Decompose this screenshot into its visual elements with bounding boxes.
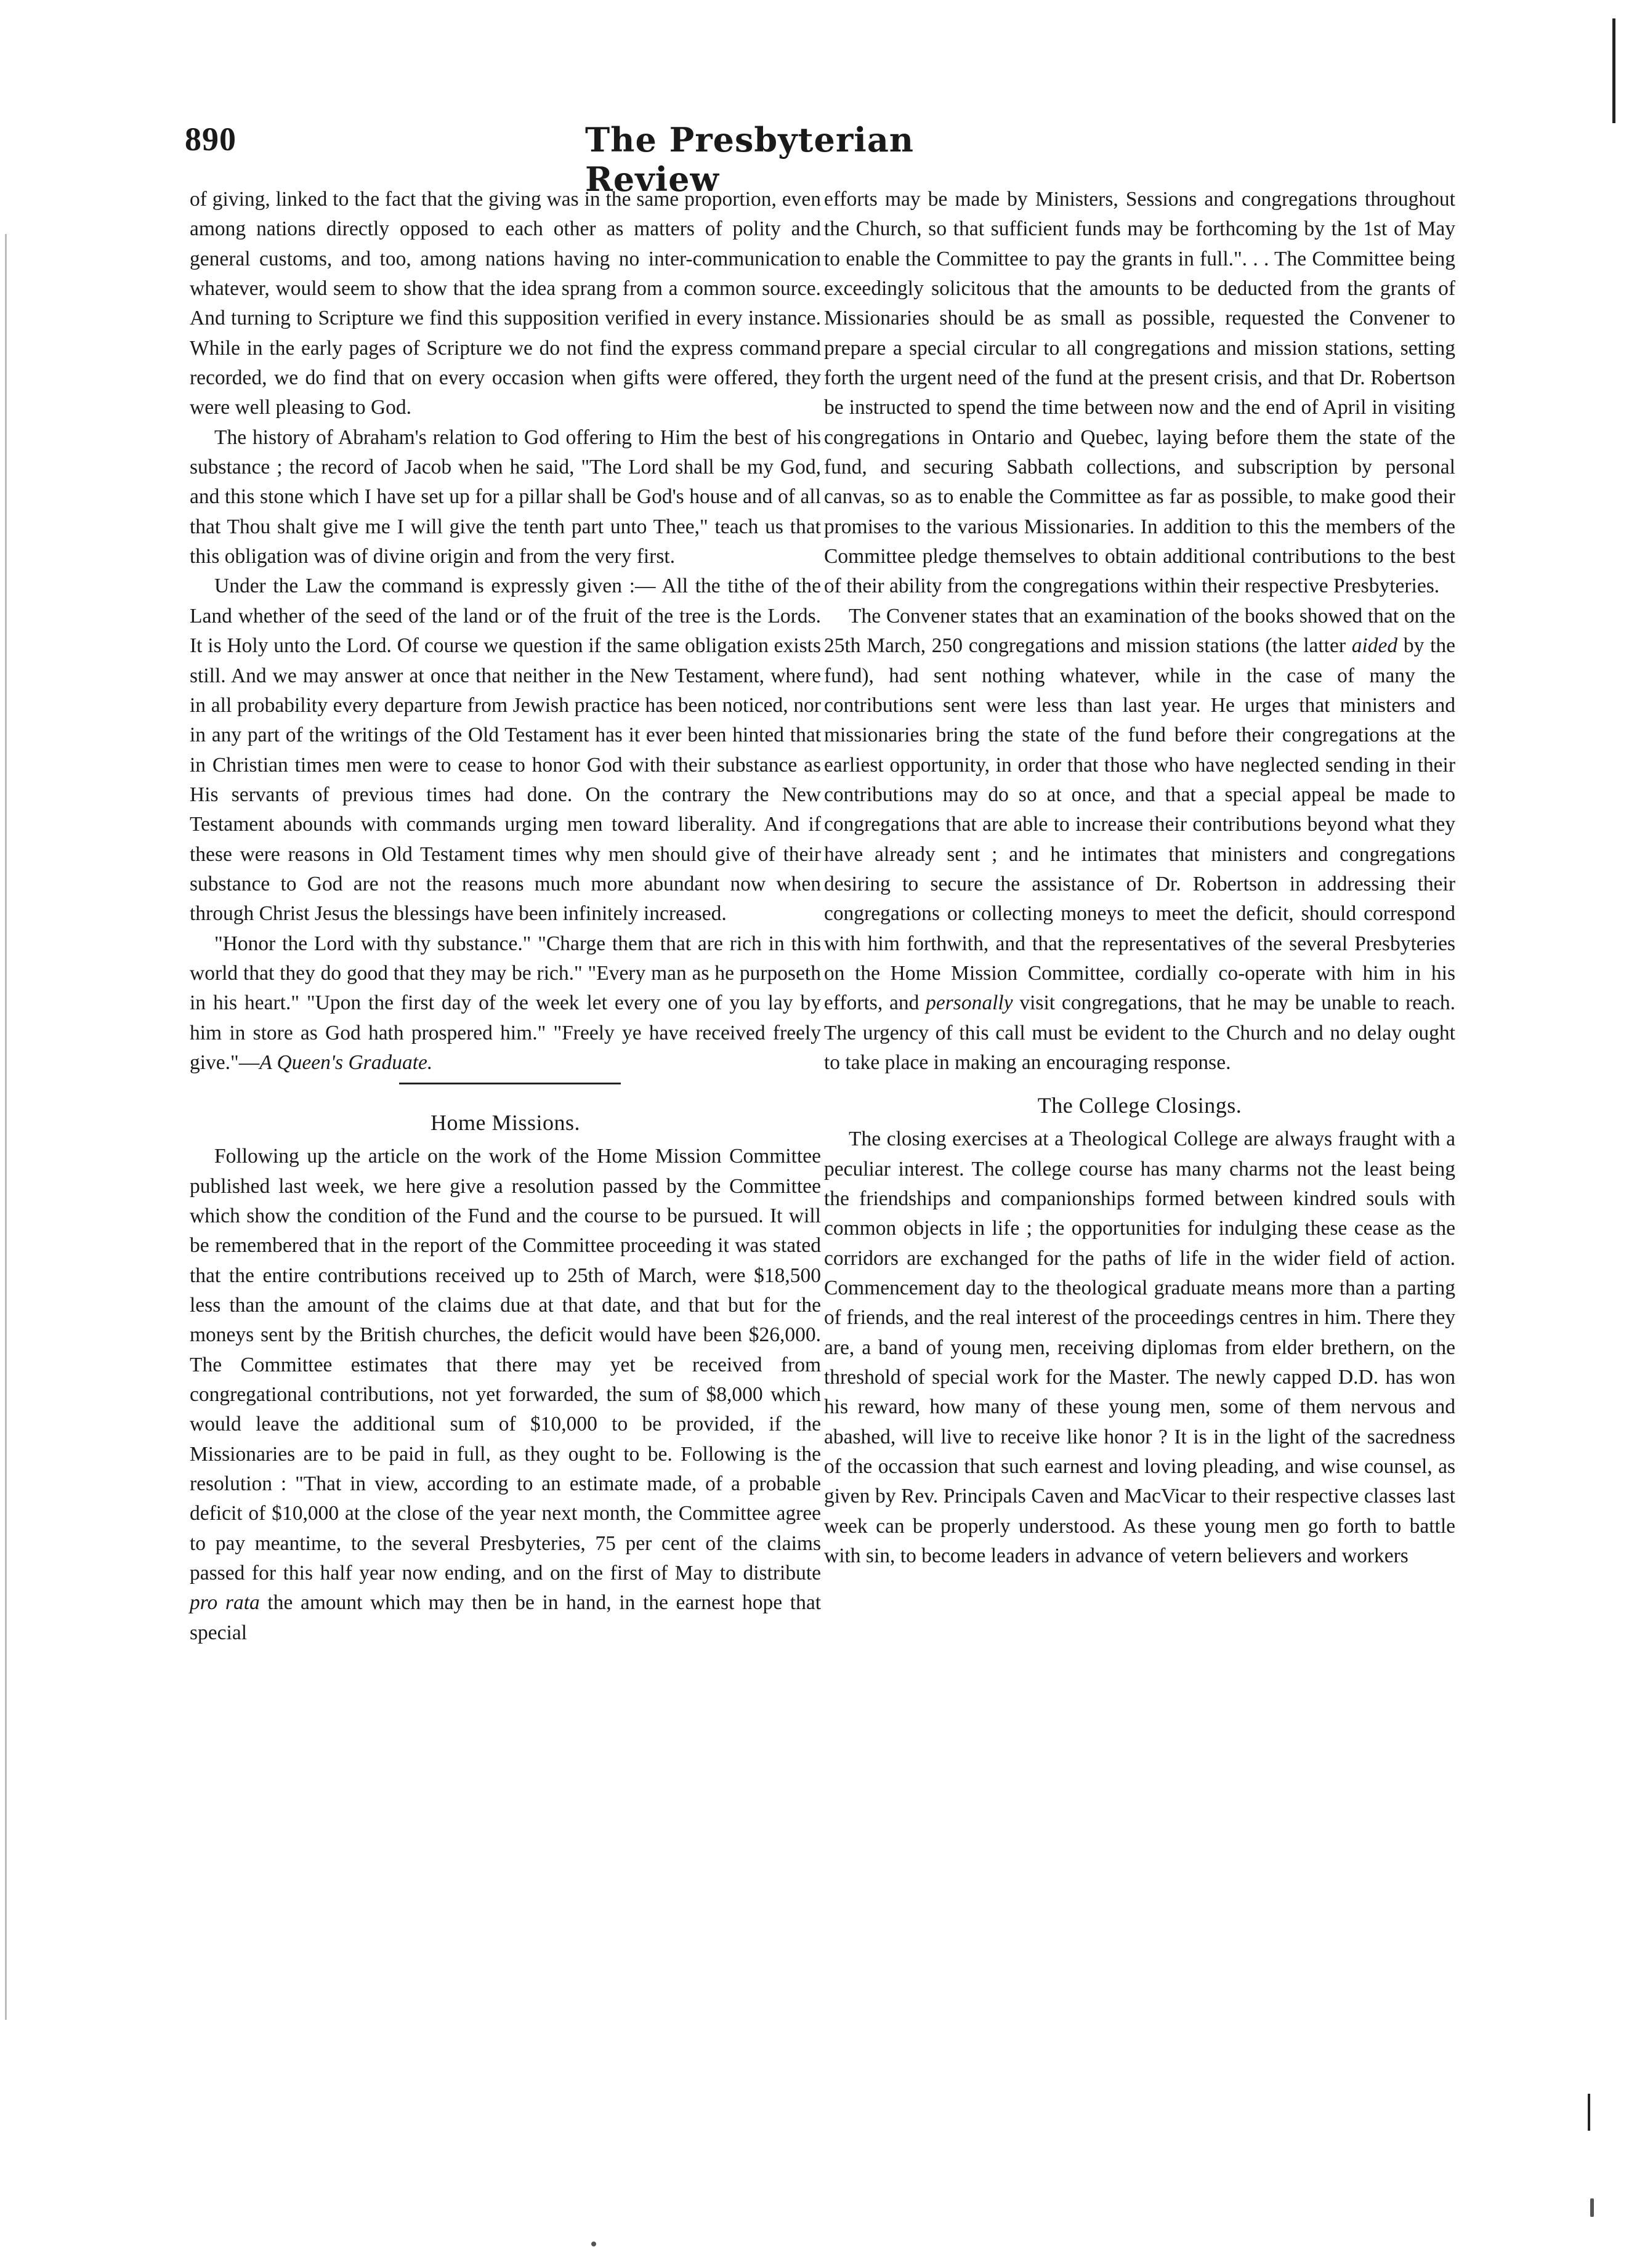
paragraph: The closing exercises at a Theological College are always fraught with a peculiar interest. The college course has many charms not the least being the friendships and companionships formed between kindred souls with common objects in life ; the opportunities for indulging these cease as the corridors are exchanged for the paths of life in the wider field of action. Commencement day to the theological graduate means more than a parting of friends, and the real interest of the proceedings centres in him. There they are, a band of young men, receiving diplomas from elder brethern, on the threshold of special work for the Master. The newly capped D.D. has won his reward, how many of these young men, some of them nervous and abashed, will live to receive like honor ? It is in the light of the sacredness of the occassion that such earnest and loving pleading, and wise counsel, as given by Rev. Principals Caven and MacVicar to their respective classes last week can be properly understood. As these young men go forth to battle with sin, to become leaders in advance of vetern believers and workers xyxy=(824,1128,1455,1568)
section-heading-college-closings: The College Closings. xyxy=(1037,1093,1242,1118)
paragraph-text: by the fund), had sent nothing whatever, while in the case of many the contributions sent were less than last year. He urges that ministers and missionaries bring the state of the fund before their congregations at the earliest opportunity, in order that those who have neglected sending in their contributions may do so at once, and that a special appeal be made to congregations that are able to increase their contributions beyond what they have already sent ; and he intimates that ministers and congregations desiring to secure the assistance of Dr. Robertson in addressing their congregations or collecting moneys to meet the deficit, should correspond with him forthwith, and that the representatives of the several Presbyteries on the Home Mission Committee, cordially co-operate with him in his efforts, and xyxy=(824,634,1456,1015)
scan-speck xyxy=(591,2242,596,2246)
paragraph xyxy=(824,602,1455,1078)
paragraph xyxy=(190,1142,821,1648)
divider-rule xyxy=(399,1083,621,1084)
scan-binding-shadow xyxy=(5,234,7,2020)
italic-text: personally xyxy=(926,991,1013,1015)
paragraph xyxy=(190,929,821,1078)
section-divider xyxy=(190,1078,821,1107)
paragraph: of giving, linked to the fact that the giving was in the same proportion, even among nations directly opposed to each other as matters of polity and general customs, and too, among nations having no inter-communication whatever, would seem to show that the idea sprang from a common source. And turning to Scripture we find this supposition verified in every instance. While in the early pages of Scripture we do not find the express command recorded, we do find that on every occasion when gifts were offered, they were well pleasing to God. xyxy=(190,188,821,419)
left-column xyxy=(190,185,821,1648)
section-spacer xyxy=(824,1078,1455,1090)
scripture-quotes: "Honor the Lord with thy substance." "Charge them that are rich in this world that they do good that they may be rich." "Every man as he purposeth in his heart." "Upon the first day of the week let every one of you lay by him in store as God hath prospered him." "Freely ye have received freely give."— xyxy=(190,932,821,1074)
right-column xyxy=(824,185,1455,1571)
scan-edge-mark xyxy=(1612,18,1615,123)
page-header xyxy=(185,120,1035,199)
section-heading-home-missions: Home Missions. xyxy=(430,1110,581,1136)
italic-text: aided xyxy=(1351,634,1398,658)
paragraph: The history of Abraham's relation to God offering to Him the best of his substance ; the record of Jacob when he said, "The Lord shall be my God, and this stone which I have set up for a pillar shall be God's house and of all that Thou shalt give me I will give the tenth part unto Thee," teach us that this obligation was of divine origin and from the very first. xyxy=(190,426,821,568)
paragraph-text: visit congregations, that he may be unable to reach. The urgency of this call must be evident to the Church and no delay ought to take place in making an encouraging response. xyxy=(824,991,1455,1074)
signature: A Queen's Graduate. xyxy=(259,1051,433,1074)
paragraph: Under the Law the command is expressly given :— All the tithe of the Land whether of the seed of the land or of the fruit of the tree is the Lords. It is Holy unto the Lord. Of course we question if the same obligation exists still. And we may answer at once that neither in the New Testament, where in all probability every departure from Jewish practice has been noticed, nor in any part of the writings of the Old Testament has it ever been hinted that in Christian times men were to cease to honor God with their substance as His servants of previous times had done. On the contrary the New Testament abounds with commands urging men toward liberality. And if these were reasons in Old Testament times why men should give of their substance to God are not the reasons much more abundant now when through Christ Jesus the blessings have been infinitely increased. xyxy=(190,575,821,926)
scan-edge-mark xyxy=(1588,2094,1590,2131)
paragraph-text: the amount which may then be in hand, in the earnest hope that special xyxy=(190,1591,822,1644)
page-number: 890 xyxy=(185,121,236,158)
journal-title: The Presbyterian Review xyxy=(585,120,915,199)
paragraph-text: Following up the article on the work of the Home Mission Committee published last week, we here give a resolution passed by the Committee which show the condition of the Fund and the course to be pursued. It will be remembered that in the report of the Committee proceeding it was stated that the entire contributions received up to 25th of March, were $18,500 less than the amount of the claims due at that date, and that but for the moneys sent by the British churches, the deficit would have been $26,000. The Committee estimates that there may yet be received from congregational contributions, not yet forwarded, the sum of $8,000 which would leave the additional sum of $10,000 to be provided, if the Missionaries are to be paid in full, as they ought to be. Following is the resolution : "That in view, according to an estimate made, of a probable deficit of $10,000 at the close of the year next month, the Committee agree to pay meantime, to the several Presbyteries, 75 per cent of the claims passed for this half year now ending, and on the first of May to distribute xyxy=(190,1145,821,1585)
scan-speck xyxy=(1590,2198,1594,2217)
paragraph: efforts may be made by Ministers, Sessions and congregations throughout the Church, so that sufficient funds may be forthcoming by the 1st of May to enable the Committee to pay the grants in full.". . . The Committee being exceedingly solicitous that the amounts to be deducted from the grants of Missionaries should be as small as possible, requested the Convener to prepare a special circular to all congregations and mission stations, setting forth the urgent need of the fund at the present crisis, and that Dr. Robertson be instructed to spend the time between now and the end of April in visiting congregations in Ontario and Quebec, laying before them the state of the fund, and securing Sabbath collections, and subscription by personal canvas, so as to enable the Committee as far as possible, to make good their promises to the various Missionaries. In addition to this the members of the Committee pledge themselves to obtain additional contributions to the best of their ability from the congregations within their respective Presbyteries. xyxy=(824,188,1455,598)
italic-text: pro rata xyxy=(190,1591,260,1615)
paragraph-text: The Convener states that an examination of the books showed that on the 25th March, 250 congregations and mission stations (the latter xyxy=(824,604,1455,658)
